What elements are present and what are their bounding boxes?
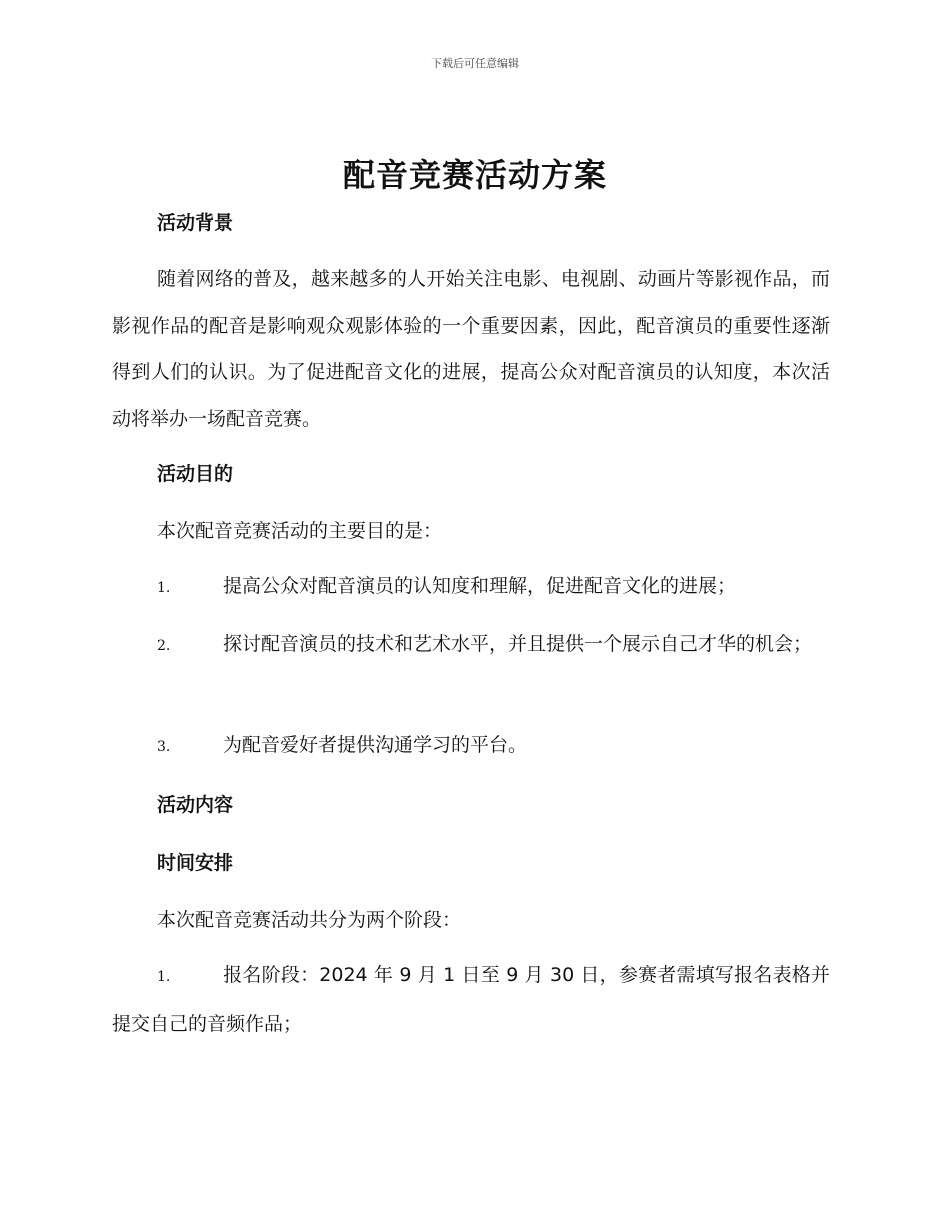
heading-background: 活动背景: [157, 212, 234, 234]
header-note: 下载后可任意编辑: [431, 57, 519, 70]
list-item: [112, 621, 830, 670]
heading-schedule: 时间安排: [157, 852, 234, 874]
list-item-text: 为配音爱好者提供沟通学习的平台。: [223, 734, 528, 756]
list-item: [112, 952, 830, 1047]
list-item-text: 探讨配音演员的技术和艺术水平，并且提供一个展示自己才华的机会；: [223, 633, 813, 655]
list-item: [112, 722, 830, 771]
schedule-intro: 本次配音竞赛活动共分为两个阶段：: [157, 909, 462, 931]
list-item: [112, 563, 830, 612]
list-item-number: 2.: [157, 638, 171, 654]
list-item-number: 1.: [157, 580, 171, 596]
paragraph-background: 随着网络的普及，越来越多的人开始关注电影、电视剧、动画片等影视作品，而影视作品的配音是影响观众观影体验的一个重要因素，因此，配音演员的重要性逐渐得到人们的认识。为了促进配音文化的进展，提高公众对配音演员的认知度，本次活动将举办一场配音竞赛。: [112, 268, 830, 430]
list-item-number: 1.: [157, 969, 171, 985]
heading-content: 活动内容: [157, 794, 234, 816]
list-item-text: 报名阶段：2024 年 9 月 1 日至 9 月 30 日，参赛者需填写报名表格并提交自己的音频作品；: [112, 964, 830, 1035]
page-title: 配音竞赛活动方案: [342, 156, 607, 194]
list-item-text: 提高公众对配音演员的认知度和理解，促进配音文化的进展；: [223, 575, 737, 597]
heading-purpose: 活动目的: [157, 463, 234, 485]
list-item-number: 3.: [157, 739, 171, 755]
purpose-intro: 本次配音竞赛活动的主要目的是：: [157, 520, 443, 542]
